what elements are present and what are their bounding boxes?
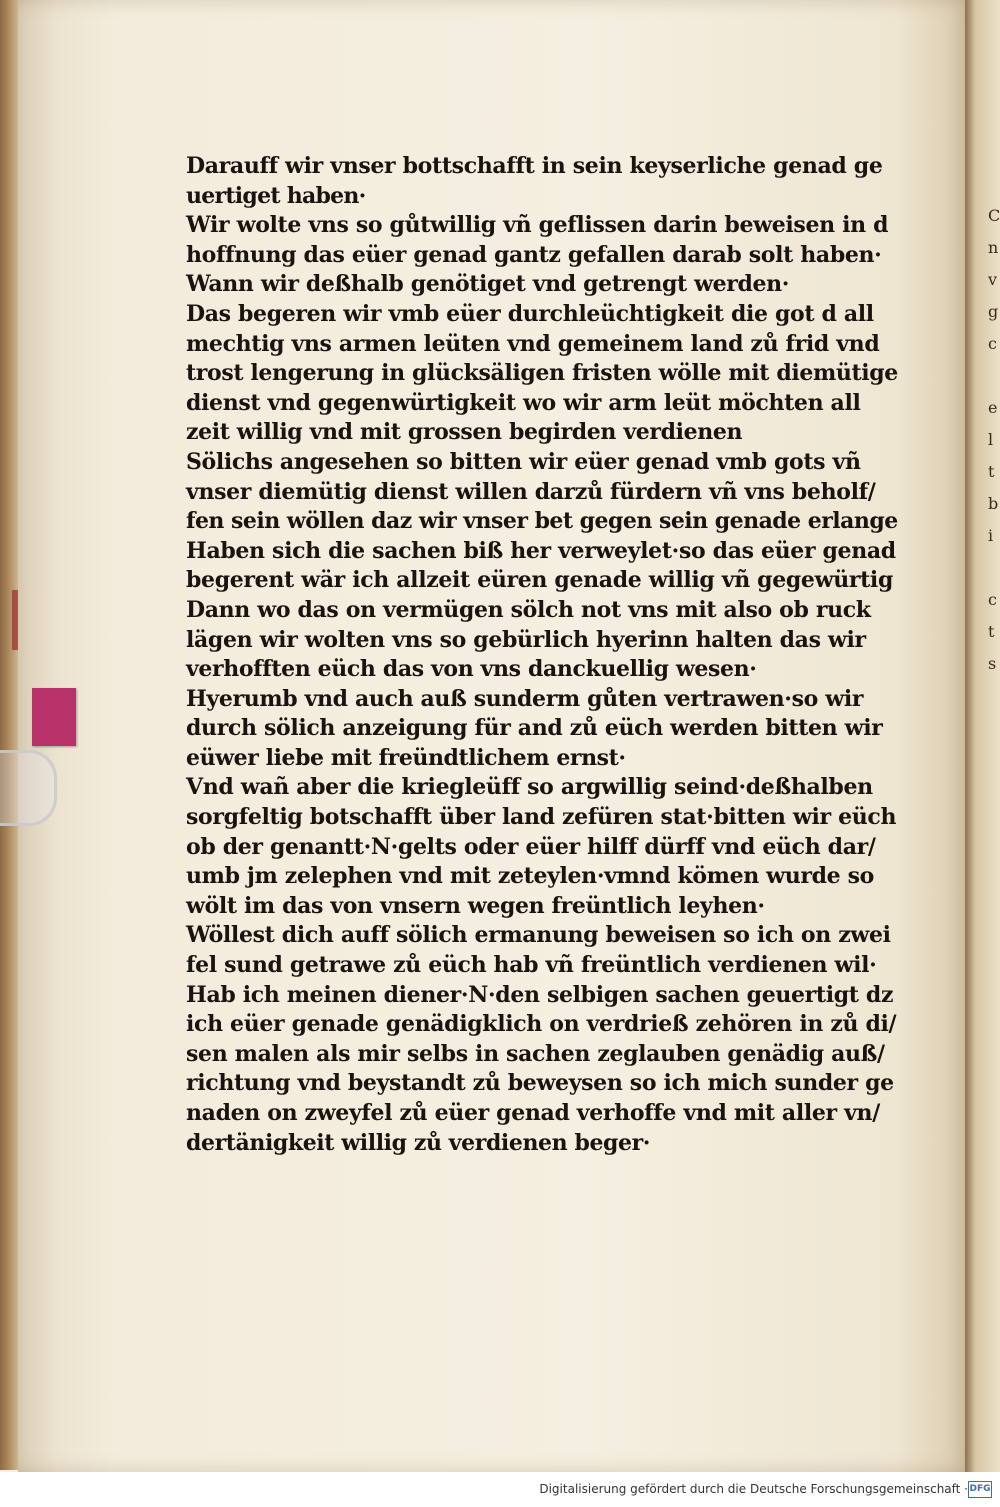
text-line: eüwer liebe mit freündtlichem ernst· [186, 744, 626, 771]
text-line: hoffnung das eüer genad gantz gefallen darab solt haben· [186, 241, 882, 268]
text-line: Dann wo das on vermügen sölch not vns mit also ob ruck [186, 596, 871, 623]
text-line: begerent wär ich allzeit eüren genade willig vñ gegewürtig [186, 567, 893, 594]
text-line: dertänigkeit willig zů verdienen beger· [186, 1129, 651, 1156]
text-line: sorgfeltig botschafft über land zefüren stat·bitten wir eüch [186, 804, 897, 831]
pink-bookmark-tab [32, 688, 76, 746]
text-line: vnser diemütig dienst willen darzů fürdern vñ vns beholf/ [186, 478, 876, 505]
footer-credit: Digitalisierung gefördert durch die Deutsche Forschungsgemeinschaft · [539, 1482, 968, 1496]
text-line: sen malen als mir selbs in sachen zeglauben genädig auß/ [186, 1040, 885, 1067]
text-line: Wann wir deßhalb genötiget vnd getrengt werden· [186, 271, 790, 298]
text-line: ich eüer genade genädigklich on verdrieß zehören in zů di/ [186, 1011, 897, 1038]
text-line: umb jm zelephen vnd mit zeteylen·vmnd kömen wurde so [186, 863, 874, 890]
text-line: Darauff wir vnser bottschafft in sein keyserliche genad ge [186, 153, 883, 179]
text-line: Sölichs angesehen so bitten wir eüer genad vmb gots vñ [186, 448, 861, 475]
text-line: mechtig vns armen leüten vnd gemeinem land zů frid vnd [186, 330, 880, 357]
text-line: durch sölich anzeigung für and zů eüch werden bitten wir [186, 715, 883, 742]
text-line: wölt im das von vnsern wegen freüntlich leyhen· [186, 892, 765, 919]
text-line: Vnd wañ aber die kriegleüff so argwillig seind·deßhalben [186, 774, 873, 801]
text-line: Das begeren wir vmb eüer durchleüchtigkeit die got d all [186, 300, 874, 327]
text-line: zeit willig vnd mit grossen begirden verdienen [186, 419, 743, 446]
dfg-logo-icon: DFG [968, 1481, 992, 1498]
text-line: fel sund getrawe zů eüch hab vñ freüntlich verdienen wil· [186, 952, 877, 979]
text-line: fen sein wöllen daz wir vnser bet gegen sein genade erlange [186, 508, 898, 535]
text-line: ob der genantt·N·gelts oder eüer hilff dürff vnd eüch dar/ [186, 833, 876, 860]
text-line: verhofften eüch das von vns danckuellig wesen· [186, 656, 757, 683]
page-text-block [186, 152, 906, 1158]
text-line: dienst vnd gegenwürtigkeit wo wir arm leüt möchten all [186, 389, 861, 416]
text-line: naden on zweyfel zů eüer genad verhoffe vnd mit aller vn/ [186, 1100, 880, 1126]
text-line: uertiget haben· [186, 182, 366, 209]
text-line: lägen wir wolten vns so gebürlich hyerinn halten das wir [186, 626, 866, 653]
facing-page-text-fragments: C n v g c e l t b i c t s [988, 206, 1000, 673]
page-clip [0, 750, 57, 826]
text-line: trost lengerung in glücksäligen fristen wölle mit diemütige [186, 360, 898, 387]
text-line: Hab ich meinen diener·N·den selbigen sachen geuertigt dz [186, 981, 894, 1008]
text-line: Wir wolte vns so gůtwillig vñ geflissen darin beweisen in d [186, 212, 889, 239]
text-line: Wöllest dich auff sölich ermanung beweisen so ich on zwei [186, 922, 891, 949]
text-line: richtung vnd beystandt zů beweysen so ich mich sunder ge [186, 1070, 894, 1097]
text-line: Haben sich die sachen biß her verweylet·so das eüer genad [186, 537, 896, 564]
text-line: Hyerumb vnd auch auß sunderm gůten vertrawen·so wir [186, 685, 864, 712]
